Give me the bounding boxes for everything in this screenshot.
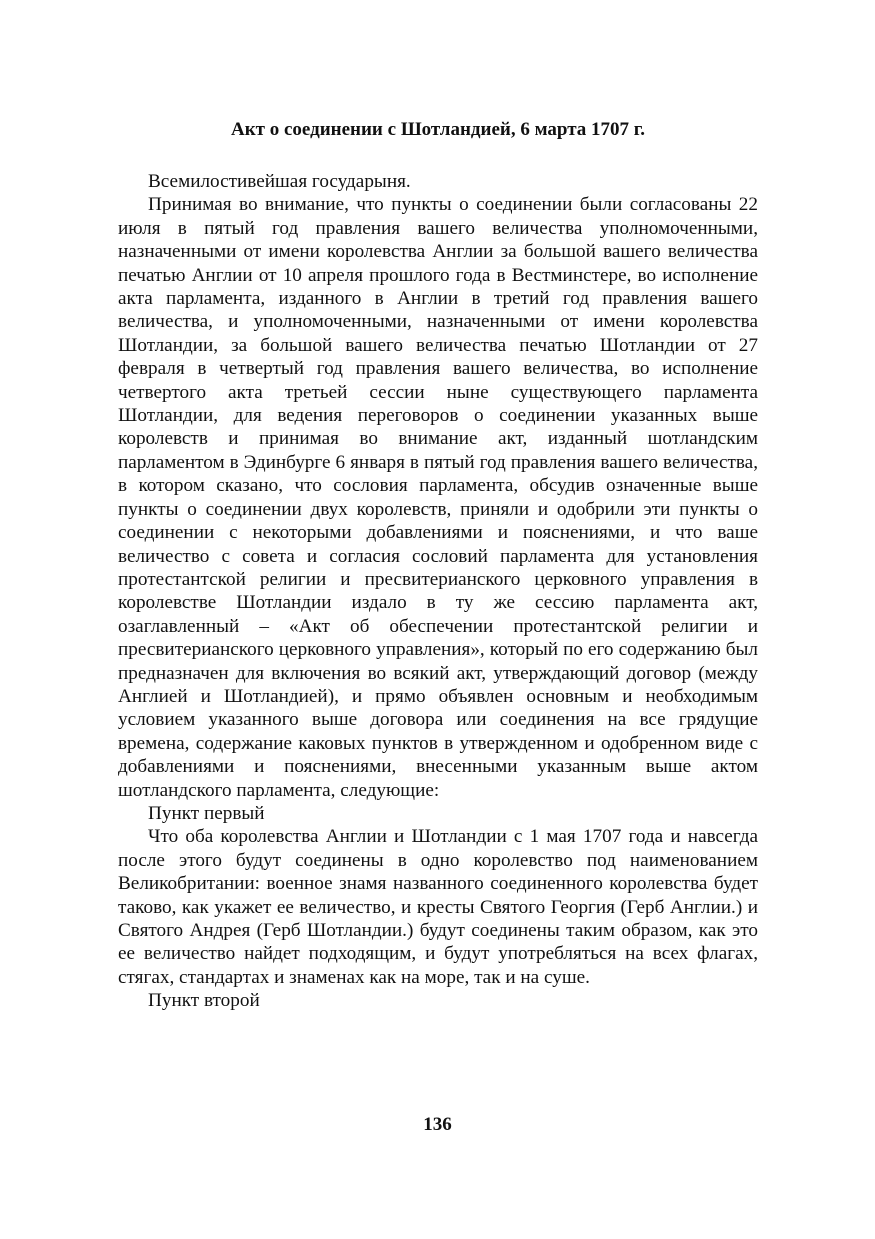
page-title: Акт о соединении с Шотландией, 6 марта 1707 г. — [230, 119, 646, 140]
page-number: 136 — [423, 1114, 452, 1135]
article-first-paragraph: Что оба королевства Англии и Шотландии с 1 мая 1707 года и навсегда после этого будут соединены в одно королевство под наименованием Великобритании: военное знамя названного соединенного королевства будет таково, как укажет ее величество, и кресты Святого Георгия (Герб Англии.) и Святого Андрея (Герб Шотландии.) будут соединены таким образом, как это ее величество найдет подходящим, и будут употребляться на всех флагах, стягах, стандартах и знаменах как на море, так и на суше. — [118, 826, 758, 988]
article-heading-second: Пункт второй — [148, 990, 260, 1012]
salutation-paragraph: Всемилостивейшая государыня. — [148, 171, 411, 192]
article-heading-first: Пункт первый — [148, 802, 265, 824]
body-text — [118, 170, 758, 1013]
preamble-paragraph: Принимая во внимание, что пункты о соединении были согласованы 22 июля в пятый год правления вашего величества уполномоченными, назначенными от имени королевства Англии за большой вашего величества печатью Англии от 10 апреля прошлого года в Вестминстере, во исполнение акта парламента, изданного в Англии в третий год правления вашего величества, и уполномоченными, назначенными от имени королевства Шотландии, за большой вашего величества печатью Шотландии от 27 февраля в четвертый год правления вашего величества, во исполнение четвертого акта третьей сессии ныне существующего парламента Шотландии, для ведения переговоров о соединении указанных выше королевств и принимая во внимание акт, изданный шотландским парламентом в Эдинбурге 6 января в пятый год правления вашего величества, в котором сказано, что сословия парламента, обсудив означенные выше пункты о соединении двух королевств, приняли и одобрили эти пункты о соединении с некоторыми добавлениями и пояснениями, и что ваше величество с совета и согласия сословий парламента для установления протестантской религии и пресвитерианского церковного управления в королевстве Шотландии издало в ту же сессию парламента акт, озаглавленный – «Акт об обеспечении протестантской религии и пресвитерианского церковного управления», который по его содержанию был предназначен для включения во всякий акт, утверждающий договор (между Англией и Шотландией), и прямо объявлен основным и необходимым условием указанного выше договора или соединения на все грядущие времена, содержание каковых пунктов в утвержденном и одобренном виде с добавлениями и пояснениями, внесенными указанным выше актом шотландского парламента, следующие: — [118, 194, 758, 801]
